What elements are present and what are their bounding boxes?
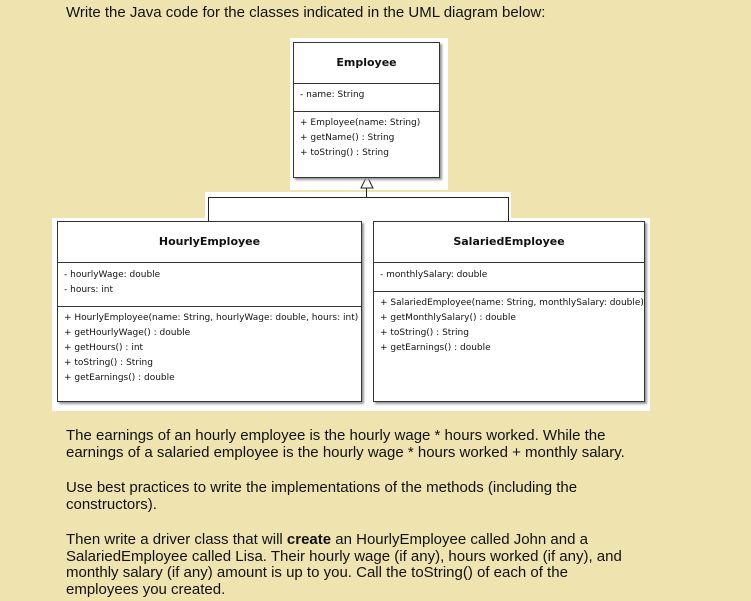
driver-text-2: an HourlyEmployee called John and a SalariedEmployee called Lisa. Their hourly wage (if any), hours worked (if any), and monthly salary (if any) amount is up to you. Call the toString() of each of the employees you created. (66, 531, 622, 598)
method: + getHourlyWage() : double (64, 328, 191, 338)
method: + getEarnings() : double (380, 343, 491, 353)
method: + toString() : String (64, 358, 153, 368)
class-name: SalariedEmployee (374, 222, 644, 263)
method: + SalariedEmployee(name: String, monthlySalary: double) (380, 298, 644, 308)
driver-text-1: Then write a driver class that will (66, 531, 287, 548)
attribute: - hourlyWage: double (64, 270, 161, 280)
uml-class-hourly-employee (57, 221, 362, 402)
method: + HourlyEmployee(name: String, hourlyWage: double, hours: int) (64, 313, 359, 323)
method: + getName() : String (300, 133, 395, 143)
attribute: - hours: int (64, 285, 114, 295)
earnings-paragraph: The earnings of an hourly employee is the hourly wage * hours worked. While the earnings of a salaried employee is the hourly wage * hours worked + monthly salary. (66, 427, 625, 461)
best-practices-paragraph: Use best practices to write the implementations of the methods (including the constructors). (66, 479, 578, 513)
uml-class-employee (293, 42, 440, 178)
driver-text-bold: create (286, 531, 332, 548)
method: + toString() : String (380, 328, 469, 338)
driver-paragraph (66, 532, 636, 598)
inheritance-line-horizontal (208, 197, 509, 198)
method: + Employee(name: String) (300, 118, 421, 128)
instruction-heading: Write the Java code for the classes indicated in the UML diagram below: (66, 4, 546, 21)
uml-class-salaried-employee (373, 221, 645, 402)
attribute: - name: String (300, 90, 365, 100)
method: + getHours() : int (64, 343, 144, 353)
class-name: Employee (294, 43, 439, 84)
method: + getMonthlySalary() : double (380, 313, 516, 323)
method: + getEarnings() : double (64, 373, 175, 383)
class-name: HourlyEmployee (58, 222, 361, 263)
attribute: - monthlySalary: double (380, 270, 488, 280)
method: + toString() : String (300, 148, 389, 158)
